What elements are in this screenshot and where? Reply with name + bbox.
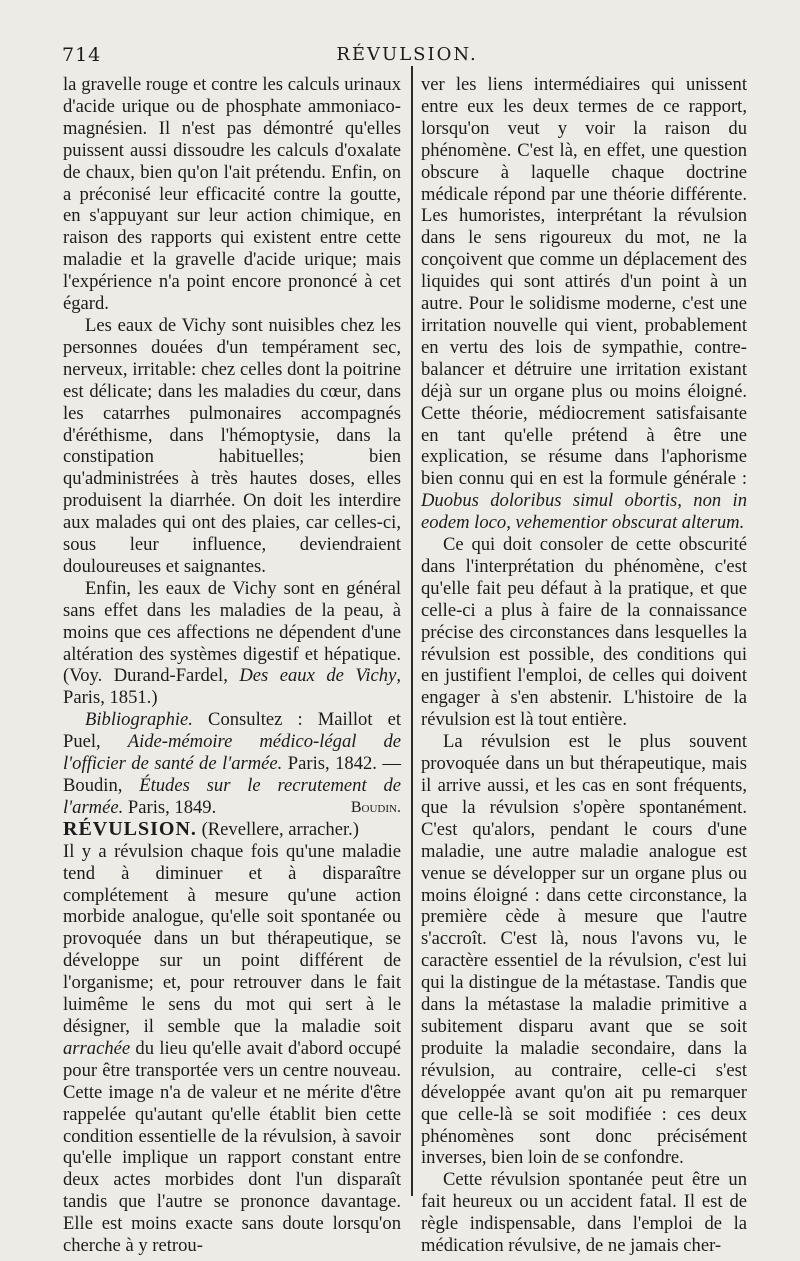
bibliography-text: Consultez : Maillot et Puel, bbox=[63, 709, 401, 753]
bibliography bbox=[63, 709, 401, 819]
paragraph: la gravelle rouge et contre les calculs urinaux d'acide urique ou de phosphate ammoniaco-magnésien. Il n'est pas démontré qu'elles puissent aussi dissoudre les calculs d'oxalate de chaux, bien qu'on l'ait prétendu. Enfin, on a préconisé leur efficacité contre la goutte, en s'appuyant sur leur action chimique, en raison des rapports qui existent entre cette maladie et la gravelle d'acide urique; mais l'expérience n'a point encore prononcé à cet égard. bbox=[63, 74, 401, 315]
paragraph bbox=[63, 578, 401, 709]
bibliography-text: Paris, 1849. bbox=[123, 796, 217, 818]
right-column bbox=[421, 74, 747, 1257]
citation-title: Études sur le recrutement de l'armée. bbox=[63, 775, 401, 818]
paragraph-text: ver les liens intermédiaires qui unissent entre eux les deux termes de ce rapport, lorsqu'on veut y voir la raison du phénomène. C'est là, en effet, une question obscure à laquelle chaque doctrine médicale répond par une théorie différente. Les humoristes, interprétant la révulsion dans le sens rigoureux du mot, ne la conçoivent que comme un déplacement des liquides qui sont attirés d'un point à un autre. Pour le solidisme moderne, c'est une irritation nouvelle qui vient, probablement en vertu des lois de sympathie, contre-balancer et détruire une irritation existant déjà sur un organe plus ou moins éloigné. Cette théorie, médiocrement satisfaisante en tant qu'elle prétend à être une explication, se résume dans l'aphorisme bien connu qui en est la formule générale : bbox=[421, 74, 747, 490]
paragraph bbox=[63, 841, 401, 1257]
author-signature: Boudin. bbox=[350, 798, 401, 816]
citation-title: Des eaux de Vichy bbox=[239, 665, 397, 687]
paragraph: Ce qui doit consoler de cette obscurité dans l'interprétation du phénomène, c'est qu'elle fait peu défaut à la pratique, et que celle-ci a plus à faire de la connaissance précise des circonstances dans lesquelles la révulsion est possible, des conditions qui en justifient l'emploi, de celles qui doivent engager à s'en abstenir. L'histoire de la révulsion est là tout entière. bbox=[421, 534, 747, 731]
paragraph: La révulsion est le plus souvent provoquée dans un but thérapeutique, mais il arrive aussi, et les cas en sont fréquents, que la révulsion s'opère spontanément. C'est qu'alors, pendant le cours d'une maladie, une autre maladie analogue est venue se développer sur un organe plus ou moins éloigné : dans cette circonstance, la première cède à mesure que l'autre s'accroît. C'est là, nous l'avons vu, le caractère essentiel de la révulsion, c'est lui qui la distingue de la métastase. Tandis que dans la métastase la maladie primitive a subitement disparu avant que se soit produite la maladie secondaire, dans la révulsion, au contraire, celle-ci s'est développée avant qu'on ait pu remarquer que celle-là se soit modifiée : ces deux phénomènes sont donc précisément inverses, bien loin de se confondre. bbox=[421, 731, 747, 1169]
entry-etymology: (Revellere, arracher.) bbox=[196, 818, 359, 840]
paragraph bbox=[63, 315, 401, 578]
column-divider bbox=[411, 66, 413, 1196]
bibliography-text: Paris, 1842. — Boudin, bbox=[63, 753, 401, 796]
page-number: 714 bbox=[62, 44, 102, 66]
running-title: RÉVULSION. bbox=[336, 44, 478, 65]
paragraph-text: Les eaux de Vichy sont nuisibles chez les personnes douées d'un tempérament sec, nerveux, irritable: chez celles dont la poitrine est délicate; dans les maladies du cœur, dans les catarrhes pulmonaires accompagnés d'éréthisme, dans l'hémoptysie, dans la constipation habituelles; bien qu'administrées à très hautes doses, elles produisent la diarrhée. On doit les interdire aux malades qui ont des plaies, car celles-ci, sous leur influence, deviendraient douloureuses et saignantes. bbox=[63, 314, 401, 577]
paragraph-text: du lieu qu'elle avait d'abord occupé pour être transportée vers un centre nouveau. Cette image n'a de valeur et ne mérite d'être rappelée qu'autant qu'elle établit bien cette condition essentielle de la révulsion, à savoir qu'elle implique un rapport constant entre deux actes morbides dont l'un disparaît tandis que l'autre se prononce davantage. Elle est moins exacte sans doute lorsqu'on cherche à y retrou- bbox=[63, 1037, 401, 1257]
bibliography-label: Bibliographie. bbox=[85, 709, 193, 731]
latin-aphorism: Duobus doloribus simul obortis, non in eodem loco, vehementior obscurat alterum. bbox=[421, 490, 747, 534]
paragraph bbox=[421, 74, 747, 534]
left-column bbox=[63, 74, 401, 1257]
emphasis: arrachée bbox=[63, 1037, 131, 1059]
entry-heading: RÉVULSION. bbox=[63, 817, 197, 840]
paragraph-text: Enfin, les eaux de Vichy sont en général sans effet dans les maladies de la peau, à moins que ces affections ne dépendent d'une altération des systèmes digestif et hépatique. (Voy. Durand-Fardel, bbox=[63, 577, 401, 687]
paragraph: Cette révulsion spontanée peut être un fait heureux ou un accident fatal. Il est de règle indispensable, dans l'emploi de la médication révulsive, de ne jamais cher- bbox=[421, 1169, 747, 1257]
citation-title: Aide-mémoire médico-légal de l'officier de santé de l'armée. bbox=[63, 731, 401, 775]
entry-heading-line bbox=[63, 819, 401, 841]
paragraph-text: Il y a révulsion chaque fois qu'une maladie tend à diminuer et à disparaître complétement à mesure qu'une action morbide analogue, qu'elle soit spontanée ou provoquée dans un but thérapeutique, se développe sur un point différent de l'organisme; et, pour retrouver dans le fait luimême le sens du mot qui sert à le désigner, il semble que la maladie soit bbox=[63, 840, 401, 1037]
paragraph-text: , Paris, 1851.) bbox=[63, 665, 401, 709]
page-header bbox=[62, 44, 752, 72]
